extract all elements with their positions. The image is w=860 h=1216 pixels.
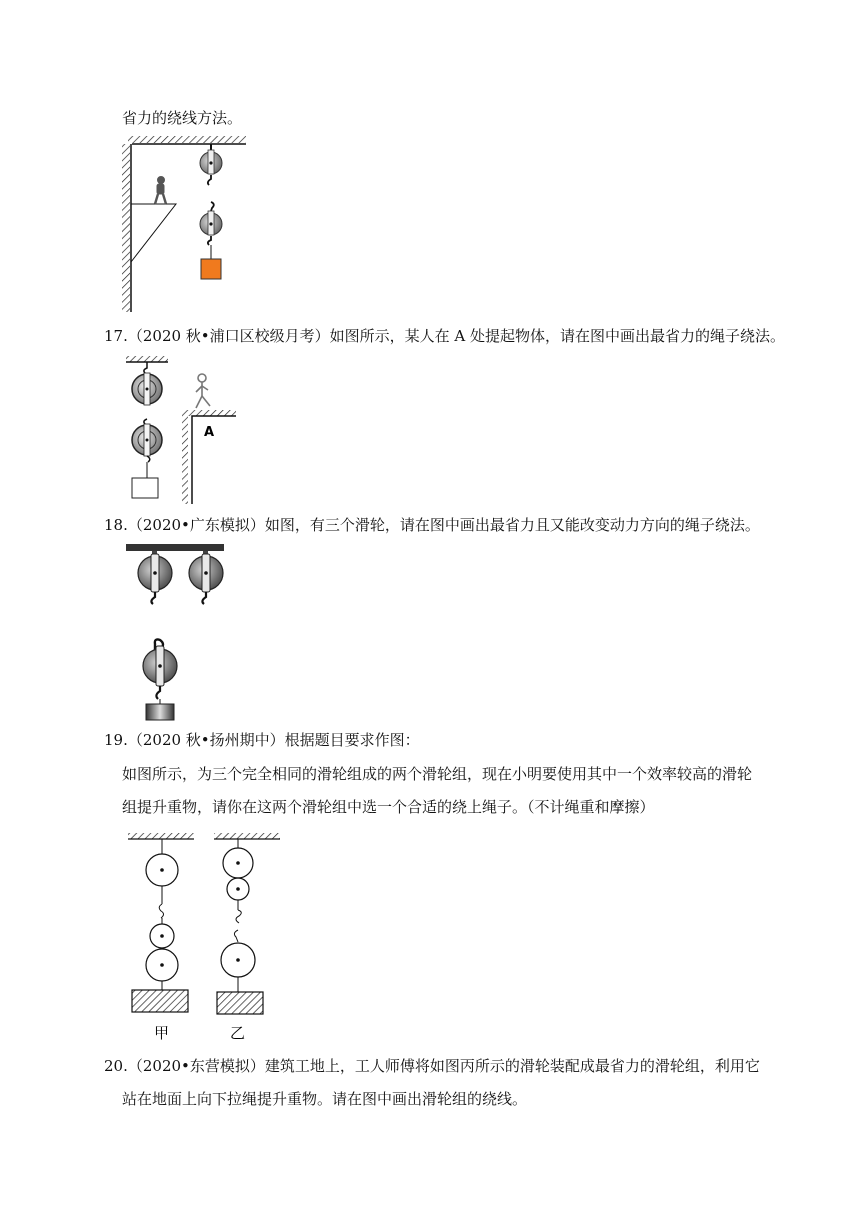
label-jia: 甲 [154, 1024, 170, 1042]
q16-pulley-figure [110, 130, 260, 315]
weight-block [146, 704, 174, 720]
pulley-group-yi [214, 833, 280, 1014]
q17-pulley-figure [118, 352, 248, 507]
q19-text-3: 组提升重物，请你在这两个滑轮组中选一个合适的绕上绳子。（不计绳重和摩擦） [122, 798, 655, 816]
movable-pulley [143, 640, 177, 705]
q19-pulley-figure [120, 828, 290, 1044]
platform [131, 204, 176, 262]
label-a: A [204, 425, 215, 440]
movable-pulley [132, 419, 162, 478]
q20-text-2: 站在地面上向下拉绳提升重物。请在图中画出滑轮组的绕线。 [122, 1090, 528, 1108]
ceiling-hatch [128, 136, 246, 143]
q17-text: 17.（2020 秋•浦口区校级月考）如图所示，某人在 A 处提起物体，请在图中画出最省力的绳子绕法。 [104, 327, 786, 345]
q19-text-2: 如图所示，为三个完全相同的滑轮组成的两个滑轮组，现在小明要使用其中一个效率较高的滑轮 [122, 765, 753, 783]
ceiling-bar [126, 544, 224, 551]
fixed-pulley-1 [138, 551, 172, 604]
q19-text-1: 19.（2020 秋•扬州期中）根据题目要求作图： [104, 731, 420, 749]
q16-tail-text: 省力的绕线方法。 [122, 109, 243, 127]
person-icon [155, 177, 166, 205]
weight-box [132, 478, 158, 498]
movable-pulley [200, 202, 222, 259]
q18-text: 18.（2020•广东模拟）如图，有三个滑轮，请在图中画出最省力且又能改变动力方向的绳子绕法。 [104, 516, 760, 534]
person-icon [196, 374, 210, 408]
pulley-group-jia [128, 833, 194, 1012]
fixed-pulley-2 [189, 551, 223, 604]
q18-pulley-figure [124, 540, 244, 722]
fixed-pulley [132, 362, 162, 405]
orange-weight [201, 259, 221, 279]
fixed-pulley [200, 144, 222, 185]
wall-hatch [122, 144, 130, 312]
label-yi: 乙 [230, 1024, 246, 1042]
q20-text-1: 20.（2020•东营模拟）建筑工地上，工人师傅将如图丙所示的滑轮装配成最省力的滑轮组，利用它 [104, 1057, 760, 1075]
